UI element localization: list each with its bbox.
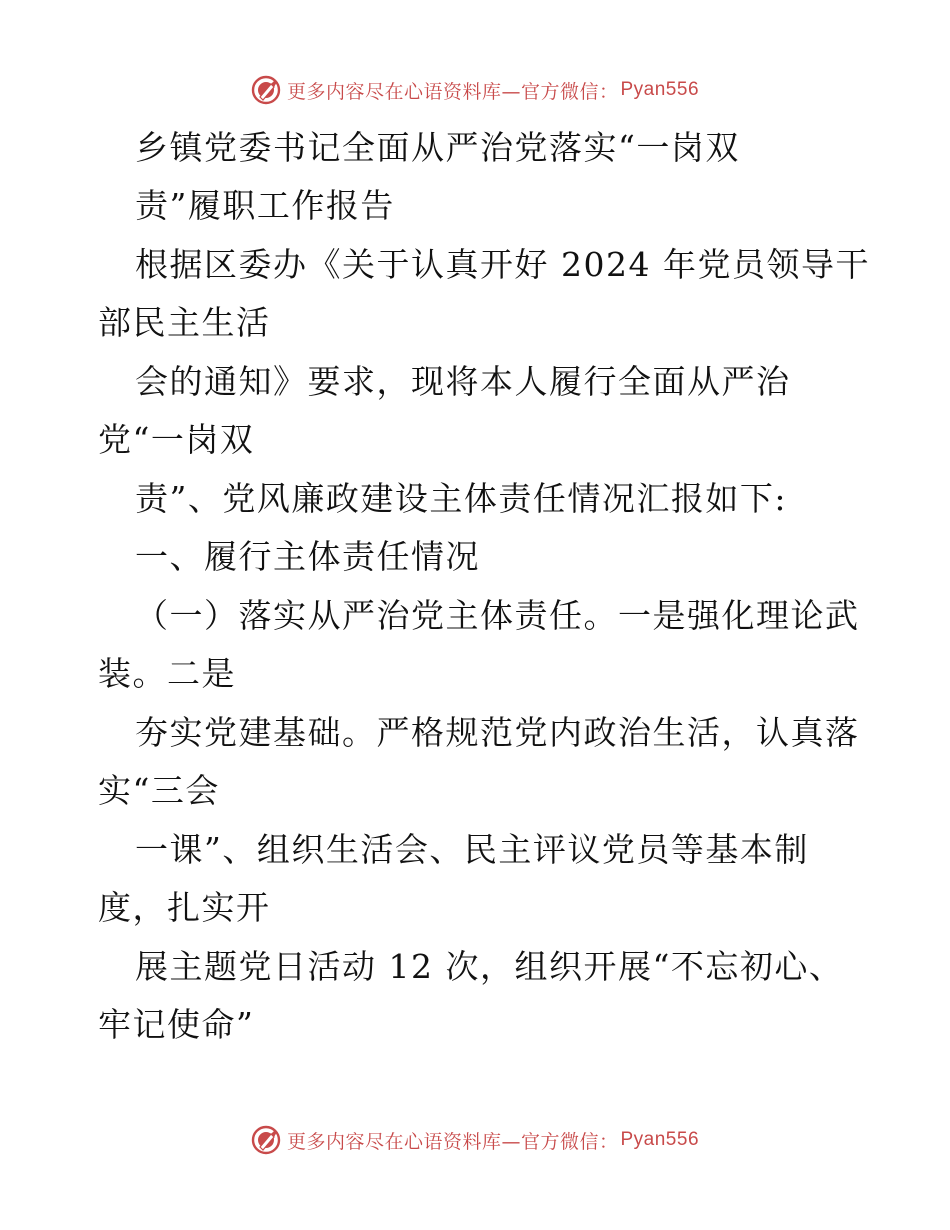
body-line: 夯实党建基础。严格规范党内政治生活，认真落 [135, 713, 860, 752]
body-line: 一课”、组织生活会、民主评议党员等基本制 [135, 830, 809, 869]
document-title-line-2: 责”履职工作报告 [135, 186, 395, 225]
body-line: 实“三会 [98, 771, 220, 810]
watermark-footer [0, 1122, 950, 1158]
body-line: 根据区委办《关于认真开好 2024 年党员领导干 [135, 245, 870, 284]
body-line: 度，扎实开 [98, 888, 271, 927]
watermark-wechat-id: Pyan556 [620, 79, 700, 100]
body-line: 牢记使命” [98, 1005, 255, 1044]
body-line: 会的通知》要求，现将本人履行全面从严治 [135, 362, 791, 401]
watermark-text: 更多内容尽在心语资料库—官方微信： [286, 80, 619, 103]
body-line: 部民主生活 [98, 303, 271, 342]
watermark-header [0, 72, 950, 108]
section-heading: 一、履行主体责任情况 [135, 537, 480, 576]
subsection-line: （一）落实从严治党主体责任。一是强化理论武 [135, 596, 860, 635]
body-line: 展主题党日活动 12 次，组织开展“不忘初心、 [135, 947, 844, 986]
document-title-line-1: 乡镇党委书记全面从严治党落实“一岗双 [135, 128, 740, 167]
watermark-text: 更多内容尽在心语资料库—官方微信： [286, 1130, 619, 1153]
body-line: 装。二是 [98, 654, 236, 693]
pen-seal-logo-icon [251, 75, 281, 105]
body-line: 责”、党风廉政建设主体责任情况汇报如下: [135, 479, 787, 518]
body-line: 党“一岗双 [98, 420, 255, 459]
pen-seal-logo-icon [251, 1125, 281, 1155]
watermark-wechat-id: Pyan556 [620, 1129, 700, 1150]
